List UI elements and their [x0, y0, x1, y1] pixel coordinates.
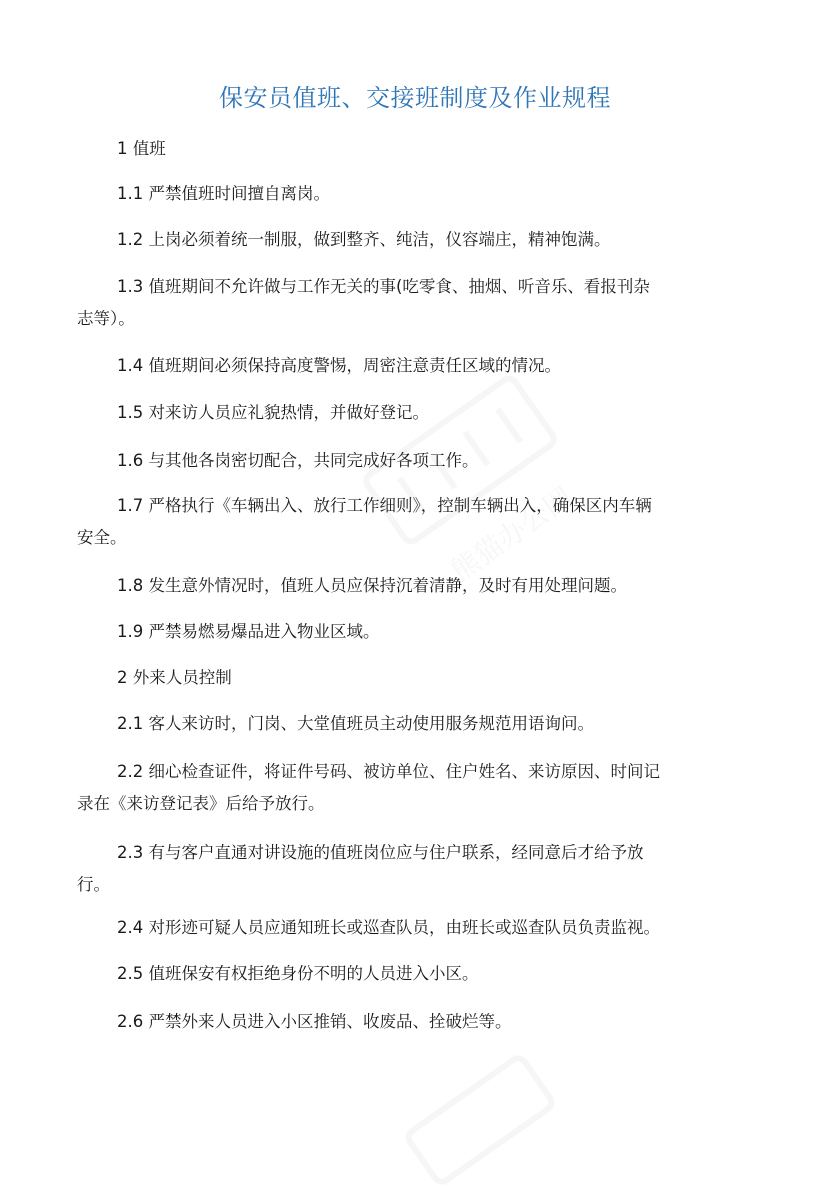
clause-text: 2.1 客人来访时，门岗、大堂值班员主动使用服务规范用语询问。	[117, 714, 594, 733]
clause-text: 1.2 上岗必须着统一制服，做到整齐、纯洁，仪容端庄，精神饱满。	[117, 230, 611, 249]
clause-text: 2.6 严禁外来人员进入小区推销、收废品、拴破烂等。	[117, 1012, 512, 1031]
clause-text: 1.4 值班期间必须保持高度警惕，周密注意责任区域的情况。	[117, 356, 561, 375]
watermark-text: 熊猫办公网	[445, 480, 579, 588]
document-title: 保安员值班、交接班制度及作业规程	[219, 84, 611, 112]
clause-text: 1.8 发生意外情况时，值班人员应保持沉着清静，及时有用处理问题。	[117, 576, 627, 595]
clause-text-continued: 录在《来访登记表》后给予放行。	[77, 794, 325, 813]
clause-text: 1.9 严禁易燃易爆品进入物业区域。	[117, 622, 380, 641]
clause-text-continued: 安全。	[77, 528, 127, 547]
section-heading: 2 外来人员控制	[117, 668, 232, 687]
clause-text-continued: 志等）。	[77, 309, 135, 328]
clause-text: 1.5 对来访人员应礼貌热情，并做好登记。	[117, 403, 429, 422]
clause-text: 1.7 严格执行《车辆出入、放行工作细则》，控制车辆出入，确保区内车辆	[117, 496, 652, 515]
clause-text: 1.1 严禁值班时间擅自离岗。	[117, 184, 330, 203]
clause-text: 2.2 细心检查证件，将证件号码、被访单位、住户姓名、来访原因、时间记	[117, 762, 660, 781]
clause-text: 2.4 对形迹可疑人员应通知班长或巡查队员，由班长或巡查队员负责监视。	[117, 918, 660, 937]
clause-text: 2.3 有与客户直通对讲设施的值班岗位应与住户联系，经同意后才给予放	[117, 843, 644, 862]
clause-text-continued: 行。	[77, 875, 110, 894]
section-heading: 1 值班	[117, 139, 166, 158]
clause-text: 1.3 值班期间不允许做与工作无关的事(吃零食、抽烟、听音乐、看报刊杂	[117, 277, 650, 296]
watermark-logo-bottom	[380, 1040, 580, 1200]
clause-text: 2.5 值班保安有权拒绝身份不明的人员进入小区。	[117, 964, 479, 983]
clause-text: 1.6 与其他各岗密切配合，共同完成好各项工作。	[117, 451, 479, 470]
